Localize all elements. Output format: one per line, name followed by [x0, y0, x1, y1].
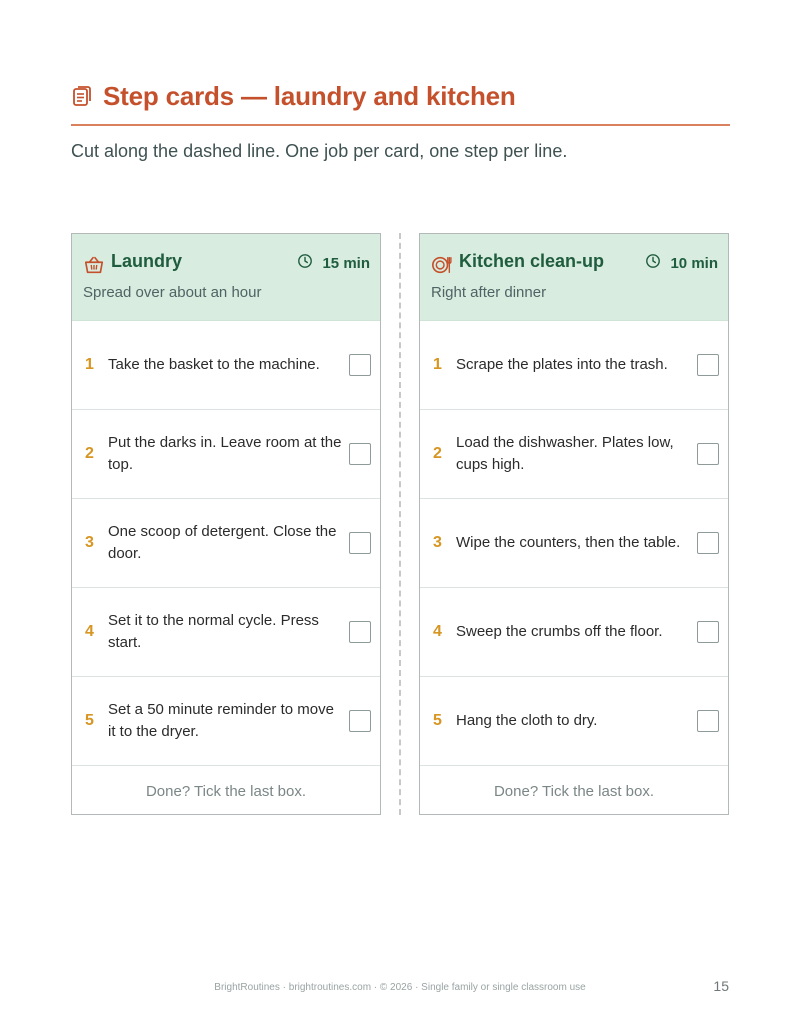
step-row — [72, 410, 380, 499]
card-subtitle: Spread over about an hour — [83, 284, 262, 301]
step-row — [72, 677, 380, 766]
step-text: Set a 50 minute reminder to move it to the dryer. — [108, 701, 334, 740]
document-stack-icon — [71, 84, 95, 108]
step-row — [420, 499, 728, 588]
step-text: Scrape the plates into the trash. — [456, 356, 668, 373]
card-header — [420, 234, 728, 321]
laundry-basket-icon — [83, 254, 105, 276]
card-footer: Done? Tick the last box. — [145, 782, 307, 800]
step-number: 4 — [85, 623, 94, 640]
step-checkbox[interactable] — [349, 621, 371, 643]
clock-icon — [297, 253, 313, 269]
step-row — [72, 588, 380, 677]
page-title: Step cards — laundry and kitchen — [103, 81, 516, 111]
step-text: Set it to the normal cycle. Press start. — [108, 612, 319, 651]
page-header — [71, 78, 730, 126]
laundry-card — [71, 233, 381, 815]
step-text: Take the basket to the machine. — [108, 356, 320, 373]
card-title: Kitchen clean-up — [459, 251, 605, 271]
step-number: 3 — [433, 534, 442, 551]
plate-fork-icon — [431, 254, 453, 276]
step-number: 2 — [433, 445, 442, 462]
step-checkbox[interactable] — [697, 443, 719, 465]
page-number: 15 — [713, 978, 729, 994]
card-footer: Done? Tick the last box. — [493, 782, 655, 800]
card-title: Laundry — [111, 251, 183, 271]
clock-icon — [645, 253, 661, 269]
step-number: 3 — [85, 534, 94, 551]
step-text: Sweep the crumbs off the floor. — [456, 623, 663, 640]
step-number: 1 — [85, 356, 94, 373]
step-checkbox[interactable] — [697, 621, 719, 643]
page-footer: BrightRoutines · brightroutines.com · © 2026 · Single family or single classroom use — [214, 982, 586, 993]
step-number: 1 — [433, 356, 442, 373]
card-header — [72, 234, 380, 321]
step-checkbox[interactable] — [697, 532, 719, 554]
step-row — [420, 410, 728, 499]
step-text: One scoop of detergent. Close the door. — [108, 523, 337, 562]
step-text: Hang the cloth to dry. — [456, 712, 598, 729]
step-checkbox[interactable] — [349, 354, 371, 376]
dashed-cut-line — [399, 233, 401, 815]
step-text: Put the darks in. Leave room at the top. — [108, 434, 342, 473]
step-number: 5 — [85, 712, 94, 729]
card-time: 15 min — [322, 255, 370, 272]
step-row — [420, 321, 728, 410]
step-number: 2 — [85, 445, 94, 462]
step-number: 4 — [433, 623, 442, 640]
step-checkbox[interactable] — [697, 354, 719, 376]
card-time: 10 min — [670, 255, 718, 272]
step-checkbox[interactable] — [349, 710, 371, 732]
kitchen-card — [419, 233, 729, 815]
step-checkbox[interactable] — [349, 443, 371, 465]
step-row — [72, 321, 380, 410]
card-subtitle: Right after dinner — [431, 284, 547, 301]
step-row — [420, 677, 728, 766]
step-row — [72, 499, 380, 588]
step-text: Wipe the counters, then the table. — [456, 534, 681, 551]
step-row — [420, 588, 728, 677]
step-checkbox[interactable] — [697, 710, 719, 732]
step-text: Load the dishwasher. Plates low, cups high. — [456, 434, 674, 473]
intro-text: Cut along the dashed line. One job per card, one step per line. — [71, 141, 568, 161]
step-checkbox[interactable] — [349, 532, 371, 554]
step-number: 5 — [433, 712, 442, 729]
